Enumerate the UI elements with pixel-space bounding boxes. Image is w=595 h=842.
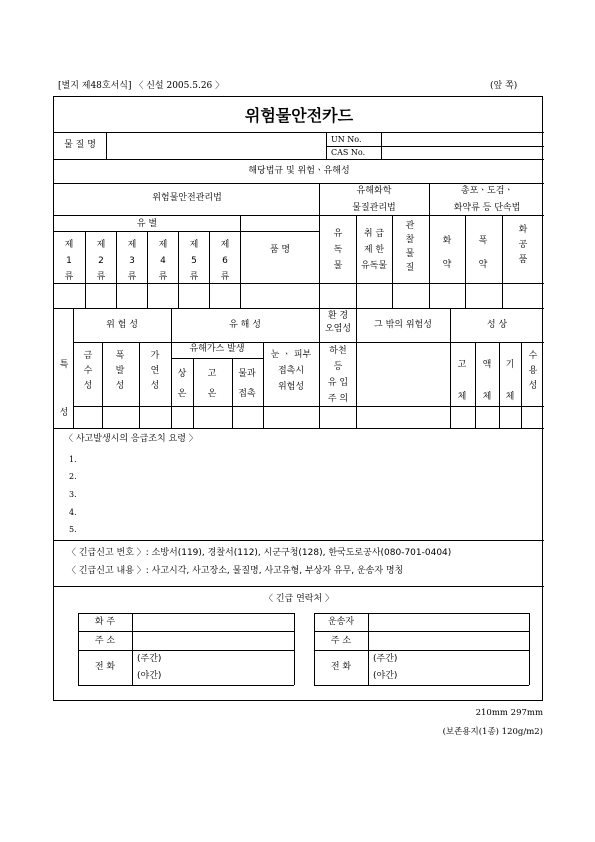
rule-line (178, 231, 179, 308)
rule-line (529, 613, 530, 685)
stacked-char: 액 (482, 360, 492, 370)
stacked-char: 발 (115, 366, 125, 376)
rule-line (78, 685, 294, 686)
rule-line (465, 215, 466, 308)
rule-line (294, 613, 295, 685)
rule-line (78, 613, 79, 685)
rule-line (139, 342, 140, 428)
water-contact-column (238, 364, 255, 404)
observed-substance-column (406, 219, 415, 275)
form-reference: [별지 제48호서식] 〈 신설 2005.5.26 〉 (58, 81, 225, 91)
emergency-step-2: 2. (69, 472, 77, 481)
rule-line (54, 308, 544, 309)
stacked-char: 유독물 (360, 261, 388, 271)
flammable-column (151, 349, 160, 394)
stacked-char: 물 (333, 261, 343, 271)
shipper-night-phone: (야간) (137, 671, 162, 681)
stacked-char: 체 (482, 392, 492, 402)
stacked-char: 류 (64, 272, 74, 282)
stacked-char: 특 (59, 360, 69, 370)
stacked-char: 성 (528, 381, 538, 391)
class-column-5 (190, 237, 199, 285)
rule-line (73, 406, 544, 407)
skin-contact-column (271, 347, 312, 395)
substance-label: 물 질 명 (64, 140, 96, 150)
rule-line (85, 231, 86, 308)
stacked-char: 류 (127, 272, 137, 282)
emergency-step-1: 1. (69, 455, 77, 464)
product-name-label: 품 명 (269, 245, 291, 255)
class-group-label: 유 별 (136, 219, 158, 229)
report-content: 〈 긴급신고 내용 〉: 사고시각, 사고장소, 물질명, 사고유형, 부상자 유무, 운송자 명칭 (67, 566, 404, 576)
stacked-char: 독 (333, 245, 343, 255)
harm-label: 유 해 성 (229, 320, 261, 330)
rule-line (240, 215, 241, 231)
emergency-step-4: 4. (69, 508, 77, 517)
page-side-label: (앞 쪽) (490, 81, 518, 91)
rule-line (314, 685, 529, 686)
stacked-char: 2 (98, 256, 104, 266)
stacked-char: 제 (158, 240, 168, 250)
rule-line (381, 132, 382, 159)
water-reactive-column (84, 349, 93, 394)
liquid-column (483, 349, 492, 413)
toxic-substance-column (334, 226, 343, 274)
stacked-char: 제 (127, 240, 137, 250)
stacked-char: 수 (83, 366, 93, 376)
stacked-char: 고 (207, 369, 217, 379)
carrier-input-2[interactable] (369, 632, 528, 649)
stacked-char: 하천 (329, 346, 347, 356)
shipper-day-phone: (주간) (137, 654, 162, 664)
emergency-step-3: 3. (69, 490, 77, 499)
gas-column (506, 349, 515, 413)
restricted-substance-column (361, 226, 387, 274)
stacked-char: 제 한 (363, 245, 385, 255)
stacked-char: 류 (220, 272, 230, 282)
rule-line (356, 215, 357, 308)
shipper-address-label: 주 소 (94, 636, 116, 646)
other-law-line1: 총포ㆍ도검ㆍ (460, 186, 514, 196)
rule-line (319, 308, 320, 428)
rule-line (475, 342, 476, 428)
rule-line (450, 308, 451, 428)
stacked-char: 약 (442, 260, 452, 270)
rule-line (147, 231, 148, 308)
pyrotechnic-column (519, 223, 528, 268)
stacked-char: 눈 ㆍ 피부 (270, 350, 312, 360)
stacked-char: 등 (333, 362, 343, 372)
stacked-char: 연 (150, 366, 160, 376)
stacked-char: 체 (505, 392, 515, 402)
stacked-char: 제 (189, 240, 199, 250)
high-temp-column (208, 364, 217, 404)
rule-line (429, 183, 430, 308)
stacked-char: 6 (222, 256, 228, 266)
stacked-char: 품 (518, 255, 528, 265)
stacked-char: 체 (457, 392, 467, 402)
carrier-night-phone: (야간) (373, 671, 398, 681)
class-column-6 (221, 237, 230, 285)
stacked-char: 4 (160, 256, 166, 266)
rule-line (209, 231, 210, 308)
rule-line (326, 146, 544, 147)
stacked-char: 제 (64, 240, 74, 250)
stacked-char: 취 급 (363, 229, 385, 239)
stacked-char: 용 (528, 366, 538, 376)
stacked-char: 화 (442, 236, 452, 246)
rule-line (171, 308, 172, 428)
stacked-char: 관 (405, 221, 415, 231)
room-temp-column (178, 364, 187, 404)
rule-line (116, 231, 117, 308)
stacked-char: 류 (96, 272, 106, 282)
report-numbers: 〈 긴급신고 번호 〉: 소방서(119), 경찰서(112), 시군구청(128), 한국도로공사(080-701-0404) (67, 548, 452, 558)
chem-law-line1: 유해화학 (356, 186, 392, 196)
stacked-char: 성 (150, 381, 160, 391)
stacked-char: 5 (191, 256, 197, 266)
stacked-char: 성 (59, 408, 69, 418)
rule-line (193, 358, 194, 428)
stacked-char: 유 입 (327, 378, 349, 388)
rule-line (102, 342, 103, 428)
stacked-char: 고 (457, 360, 467, 370)
danger-label: 위 험 성 (106, 320, 138, 330)
rule-line (54, 540, 544, 541)
rule-line (54, 231, 319, 232)
river-inflow-column (328, 343, 348, 407)
rule-line (54, 586, 544, 587)
stacked-char: 접촉시 (277, 366, 305, 376)
properties-side-label (60, 341, 69, 437)
emergency-title: 〈 사고발생시의 응급조치 요령 〉 (64, 434, 198, 444)
rule-line (521, 342, 522, 428)
rule-line (356, 308, 357, 428)
explosive-prop-column (116, 349, 125, 394)
rule-line (319, 183, 320, 308)
rule-line (240, 231, 241, 308)
stacked-char: 가 (150, 351, 160, 361)
stacked-char: 기 (505, 360, 515, 370)
rule-line (263, 342, 264, 428)
stacked-char: 온 (177, 389, 187, 399)
rule-line (54, 183, 544, 184)
stacked-char: 환 경 (327, 311, 349, 321)
stacked-char: 찰 (405, 235, 415, 245)
stacked-char: 제 (220, 240, 230, 250)
rule-line (392, 215, 393, 308)
stacked-char: 성 (83, 381, 93, 391)
stacked-char: 위험성 (277, 382, 305, 392)
rule-line (54, 132, 544, 133)
stacked-char: 주 의 (327, 394, 349, 404)
rule-line (54, 215, 544, 216)
rule-line (232, 358, 233, 428)
rule-line (54, 159, 544, 160)
class-column-1 (65, 237, 74, 285)
stacked-char: 금 (83, 351, 93, 361)
paper-spec: (보존용지(1종) 120g/m2) (442, 727, 543, 737)
stacked-char: 물 (405, 249, 415, 259)
rule-line (73, 308, 74, 428)
stacked-char: 접촉 (238, 389, 256, 399)
stacked-char: 류 (158, 272, 168, 282)
stacked-char: 제 (96, 240, 106, 250)
stacked-char: 질 (405, 263, 415, 273)
paper-size: 210mm 297mm (475, 708, 543, 718)
class-column-2 (97, 237, 106, 285)
explosive-column (479, 229, 488, 277)
stacked-char: 공 (518, 240, 528, 250)
toxic-gas-label: 유해가스 발생 (189, 344, 245, 354)
other-law-line2: 화약류 등 단속법 (453, 203, 521, 213)
stacked-char: 물과 (238, 369, 256, 379)
un-no-label: UN No. (331, 135, 362, 144)
stacked-char: 상 (177, 369, 187, 379)
shipper-phone-label: 전 화 (94, 662, 116, 672)
shipper-input-2[interactable] (133, 632, 293, 649)
env-pollution-header (325, 310, 351, 336)
stacked-char: 온 (207, 389, 217, 399)
class-column-4 (159, 237, 168, 285)
rule-line (171, 358, 263, 359)
gunpowder-column (443, 229, 452, 277)
rule-line (314, 613, 315, 685)
chem-law-line2: 물질관리법 (352, 203, 396, 213)
rule-line (499, 342, 500, 428)
card-title: 위험물안전카드 (244, 106, 354, 125)
stacked-char: 류 (189, 272, 199, 282)
carrier-input-3[interactable] (369, 651, 528, 684)
stacked-char: 오염성 (324, 324, 352, 334)
stacked-char: 폭 (115, 351, 125, 361)
carrier-address-label: 주 소 (330, 636, 352, 646)
class-column-3 (128, 237, 137, 285)
soluble-column (529, 349, 538, 394)
rule-line (106, 132, 107, 159)
emergency-step-5: 5. (69, 525, 77, 534)
carrier-phone-label: 전 화 (330, 662, 352, 672)
hazmat-safety-card (53, 96, 543, 701)
state-label: 성 상 (486, 320, 508, 330)
stacked-char: 화 (518, 225, 528, 235)
carrier-name-label: 운송자 (327, 617, 355, 627)
rule-line (502, 215, 503, 308)
laws-heading: 해당법규 및 위험ㆍ유해성 (248, 166, 350, 176)
cas-no-label: CAS No. (331, 148, 366, 157)
shipper-input-1[interactable] (133, 614, 293, 630)
stacked-char: 폭 (478, 236, 488, 246)
rule-line (54, 428, 544, 429)
rule-line (326, 132, 327, 159)
stacked-char: 성 (115, 381, 125, 391)
stacked-char: 유 (333, 229, 343, 239)
stacked-char: 3 (129, 256, 135, 266)
shipper-input-3[interactable] (133, 651, 293, 684)
other-danger-label: 그 밖의 위험성 (374, 320, 432, 330)
stacked-char: 수 (528, 351, 538, 361)
carrier-day-phone: (주간) (373, 654, 398, 664)
stacked-char: 약 (478, 260, 488, 270)
solid-column (458, 349, 467, 413)
stacked-char: 1 (66, 256, 72, 266)
contacts-title: 〈 긴급 연락처 〉 (263, 594, 335, 604)
hazmat-law-label: 위험물안전관리법 (152, 193, 222, 203)
carrier-input-1[interactable] (369, 614, 528, 630)
shipper-name-label: 화 주 (94, 617, 116, 627)
rule-line (73, 342, 544, 343)
